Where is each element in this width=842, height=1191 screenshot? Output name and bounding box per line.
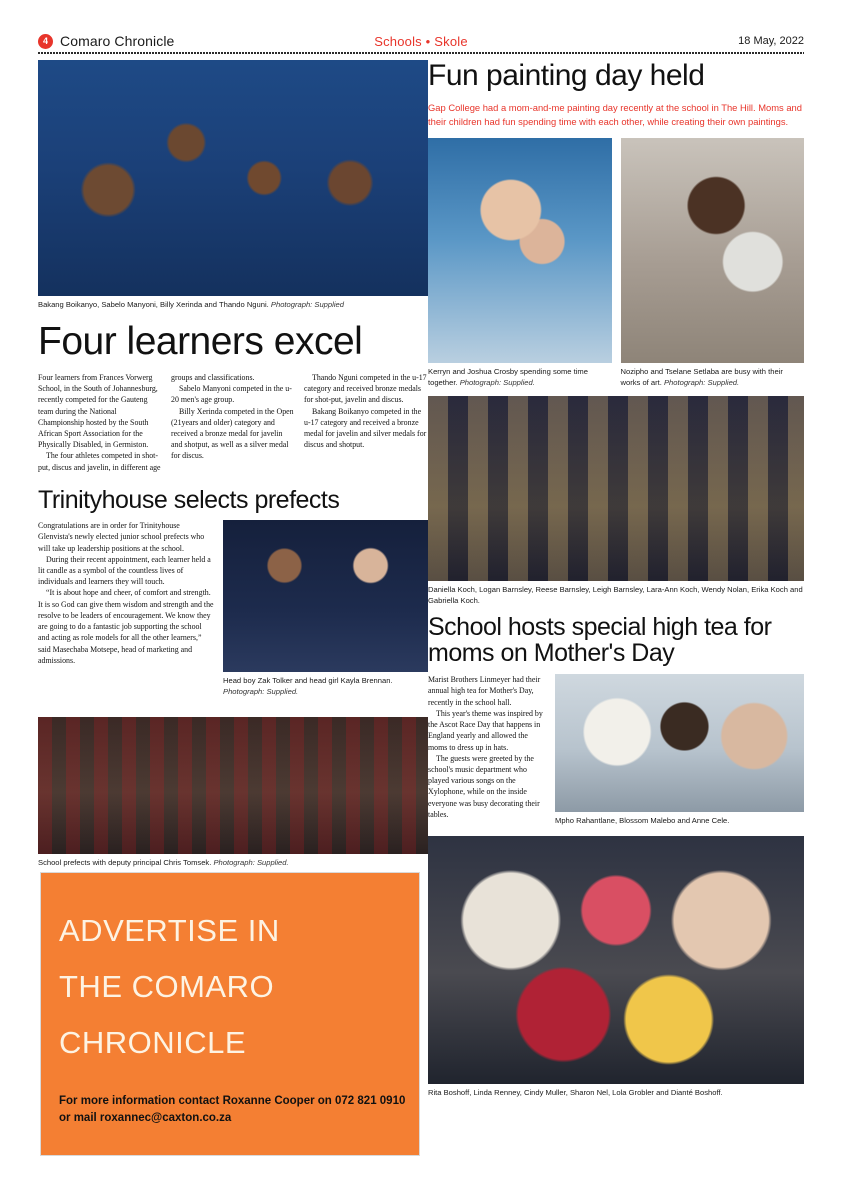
caption-kerryn-joshua-text: Kerryn and Joshua Crosby spending some time together. [428, 366, 588, 387]
caption-kerryn-joshua-credit: Photograph: Supplied. [459, 377, 535, 387]
ad-line-1: ADVERTISE IN [59, 913, 280, 948]
masthead [38, 28, 804, 54]
caption-school-prefects-credit: Photograph: Supplied. [213, 858, 289, 868]
photo-school-prefects [38, 717, 428, 854]
left-column [38, 60, 428, 868]
caption-athletes-credit: Photograph: Supplied [270, 300, 344, 309]
masthead-divider [38, 52, 804, 54]
advertisement-block[interactable] [40, 872, 420, 1156]
paragraph: Thando Nguni competed in the u-17 category and received bronze medals for shot-put, javelin and discus. [304, 372, 427, 405]
ad-line-2: THE COMARO [59, 969, 275, 1004]
headline-fun-painting: Fun painting day held [428, 59, 705, 92]
photo-high-tea-group [428, 396, 804, 581]
caption-athletes [38, 296, 428, 310]
photo-athletes [38, 60, 428, 296]
caption-school-prefects-text: School prefects with deputy principal Chris Tomsek. [38, 858, 212, 868]
publication-title: Comaro Chronicle [60, 33, 175, 49]
headline-high-tea: School hosts special high tea for moms on Mother's Day [428, 612, 772, 667]
paragraph: Bakang Boikanyo competed in the u-17 category and received a bronze medal for javelin and silver medals for discus and shotput. [304, 406, 427, 450]
article-four-learners [38, 372, 428, 473]
paragraph: Congratulations are in order for Trinityhouse Glenvista's newly elected junior school prefects who will take up leadership positions at the school. [38, 521, 205, 553]
painting-photo-row [428, 138, 804, 388]
caption-mpho-blossom-anne: Mpho Rahantlane, Blossom Malebo and Anne Cele. [555, 816, 730, 826]
caption-head-prefects-text: Head boy Zak Tolker and head girl Kayla Brennan. [223, 676, 393, 686]
caption-head-prefects-credit: Photograph: Supplied. [223, 687, 299, 697]
trinityhouse-block [38, 520, 428, 697]
section-title: Schools • Skole [374, 33, 468, 49]
page-number-badge: 4 [38, 34, 53, 49]
photo-hats-group [428, 836, 804, 1084]
caption-nozipho-tselane-credit: Photograph: Supplied. [663, 377, 740, 387]
caption-kerryn-joshua [428, 363, 612, 388]
paragraph: Sabelo Manyoni competed in the u-20 men's age group. [171, 384, 292, 405]
photo-nozipho-tselane [621, 138, 805, 363]
high-tea-block [428, 674, 804, 826]
paragraph: The four athletes competed in shot-put, discus and javelin, in different age groups and classifications. [38, 372, 255, 472]
ad-line-3: CHRONICLE [59, 1025, 247, 1060]
paragraph: This year's theme was inspired by the Ascot Race Day that happens in England yearly and allowed the moms to dress up in hats. [428, 708, 543, 752]
caption-nozipho-tselane [621, 363, 805, 388]
right-column [428, 60, 804, 1098]
paragraph: Four learners from Frances Vorwerg School, in the South of Johannesburg, recently competed for the Gauteng team during the National Championship hosted by the South African Sport Association for the Physically Disabled, in Germiston. [38, 372, 158, 450]
intro-fun-painting: Gap College had a mom-and-me painting day recently at the school in The Hill. Moms and their children had fun spending time with each other, while creating their own paintings. [428, 101, 802, 127]
caption-head-prefects [223, 672, 428, 697]
paragraph: Billy Xerinda competed in the Open (21years and older) category and received a bronze medal for javelin and shotput, as well as a silver medal for discus. [171, 406, 294, 461]
photo-mpho-blossom-anne [555, 674, 804, 812]
paragraph: “It is about hope and cheer, of comfort and strength. It is so God can give them wisdom and strength and the resolve to be leaders of encouragement. We know they are going to do a fantastic job supporting the school and acting as role models for all the other learners,” said Masechaba Motsepe, head of marketing and admissions. [38, 588, 214, 665]
paragraph: The guests were greeted by the school's music department who played various songs on the Xylophone, while on the inside everyone was busy decorating their tables. [428, 753, 540, 819]
caption-school-prefects [38, 854, 428, 868]
caption-athletes-text: Bakang Boikanyo, Sabelo Manyoni, Billy Xerinda and Thando Nguni. [38, 300, 269, 309]
paragraph: Marist Brothers Linmeyer had their annual high tea for Mother's Day, recently in the school hall. [428, 675, 541, 707]
caption-nozipho-tselane-text: Nozipho and Tselane Setlaba are busy with their works of art. [620, 366, 783, 387]
headline-four-learners: Four learners excel [38, 320, 363, 363]
headline-trinityhouse: Trinityhouse selects prefects [38, 485, 340, 514]
article-high-tea [428, 674, 546, 820]
issue-date: 18 May, 2022 [738, 35, 804, 47]
caption-hats-group: Rita Boshoff, Linda Renney, Cindy Muller, Sharon Nel, Lola Grobler and Dianté Boshoff. [428, 1088, 723, 1098]
photo-head-prefects [223, 520, 428, 672]
ad-contact-info: For more information contact Roxanne Cooper on 072 821 0910 or mail roxannec@caxton.co.za [59, 1095, 406, 1124]
paragraph: During their recent appointment, each learner held a lit candle as a symbol of the countless lives of individuals and learners they will touch. [38, 554, 211, 587]
caption-high-tea-group: Daniella Koch, Logan Barnsley, Reese Barnsley, Leigh Barnsley, Lara-Ann Koch, Wendy Nolan, Erika Koch and Gabriella Koch. [428, 584, 803, 605]
article-trinityhouse [38, 520, 214, 666]
photo-kerryn-joshua [428, 138, 612, 363]
